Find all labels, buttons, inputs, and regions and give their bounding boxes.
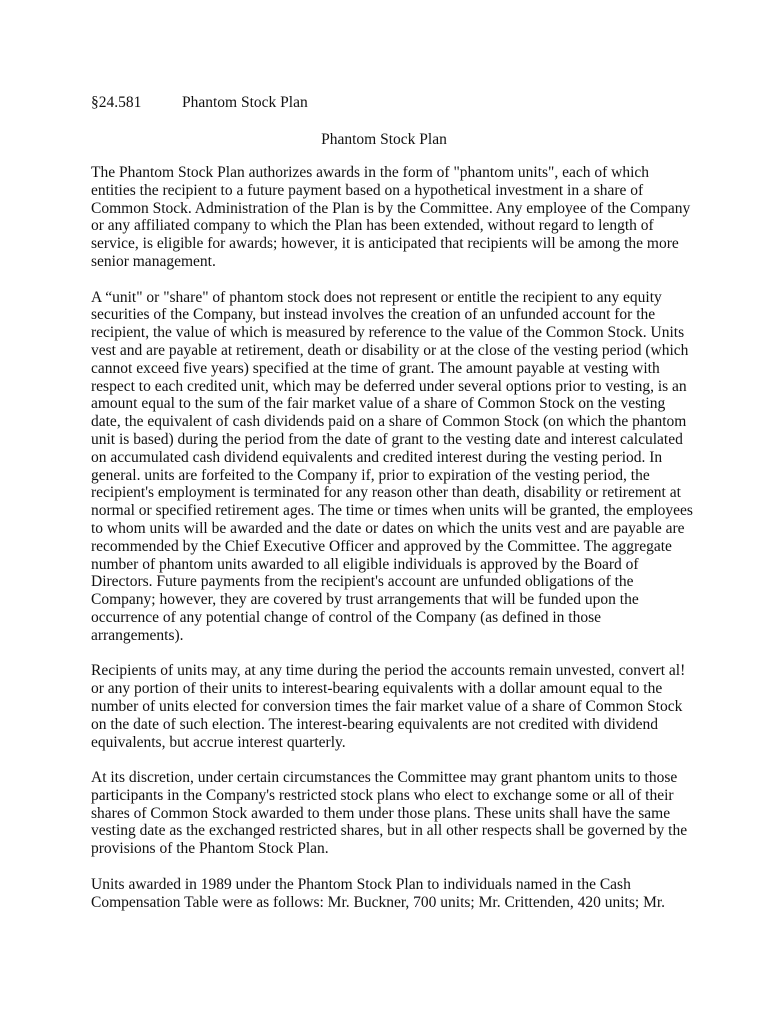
- paragraph-line: participants in the Company's restricted stock plans who elect to exchange some or all of their: [91, 786, 674, 804]
- paragraph-line: on accumulated cash dividend equivalents and credited interest during the vesting period. In: [91, 448, 663, 466]
- paragraph-line: or any affiliated company to which the Plan has been extended, without regard to length of: [91, 217, 654, 235]
- paragraph: [91, 769, 691, 858]
- paragraph-line: general. units are forfeited to the Company if, prior to expiration of the vesting period, the: [91, 466, 650, 484]
- section-header: [91, 93, 308, 112]
- section-number: §24.581: [91, 94, 142, 111]
- paragraph-line: Compensation Table were as follows: Mr. Buckner, 700 units; Mr. Crittenden, 420 units; Mr.: [91, 893, 666, 911]
- document-title-text: Phantom Stock Plan: [321, 131, 447, 148]
- paragraph-line: entities the recipient to a future payment based on a hypothetical investment in a share of: [91, 181, 644, 199]
- paragraph: [91, 164, 691, 271]
- paragraph-line: unit is based) during the period from the date of grant to the vesting date and interest calculated: [91, 430, 683, 448]
- paragraph-line: arrangements).: [91, 626, 184, 644]
- paragraph-line: on the date of such election. The interest-bearing equivalents are not credited with dividend: [91, 715, 658, 733]
- paragraph-line: A “unit" or "share" of phantom stock does not represent or entitle the recipient to any equity: [91, 288, 662, 306]
- paragraph-line: recipient, the value of which is measured by reference to the value of the Common Stock. Units: [91, 324, 685, 342]
- paragraph-line: Company; however, they are covered by trust arrangements that will be funded upon the: [91, 591, 639, 609]
- document-title: [0, 130, 770, 149]
- paragraph-line: respect to each credited unit, which may be deferred under several options prior to vesting, is an: [91, 377, 687, 395]
- paragraph-line: number of phantom units awarded to all eligible individuals is approved by the Board of: [91, 555, 639, 573]
- paragraph-line: shares of Common Stock awarded to them under those plans. These units shall have the same: [91, 804, 671, 822]
- paragraph-line: to whom units will be awarded and the date or dates on which the units vest and are payable are: [91, 519, 685, 537]
- paragraph-line: or any portion of their units to interest-bearing equivalents with a dollar amount equal to the: [91, 680, 663, 698]
- paragraph-line: provisions of the Phantom Stock Plan.: [91, 840, 329, 858]
- paragraph-line: equivalents, but accrue interest quarterly.: [91, 733, 346, 751]
- paragraph-line: vest and are payable at retirement, death or disability or at the close of the vesting period (which: [91, 341, 689, 359]
- paragraph-line: number of units elected for conversion times the fair market value of a share of Common Stock: [91, 697, 683, 715]
- paragraph-line: Common Stock. Administration of the Plan is by the Committee. Any employee of the Company: [91, 199, 691, 217]
- paragraph-line: vesting date as the exchanged restricted shares, but in all other respects shall be governed by the: [91, 822, 688, 840]
- paragraph-line: senior management.: [91, 252, 216, 270]
- paragraph: [91, 876, 691, 912]
- paragraph: [91, 289, 691, 645]
- section-title: Phantom Stock Plan: [182, 94, 308, 111]
- paragraph-line: cannot exceed five years) specified at the time of grant. The amount payable at vesting with: [91, 359, 660, 377]
- paragraph-line: recommended by the Chief Executive Officer and approved by the Committee. The aggregate: [91, 537, 672, 555]
- paragraph-line: At its discretion, under certain circumstances the Committee may grant phantom units to those: [91, 769, 678, 787]
- paragraph-line: Recipients of units may, at any time during the period the accounts remain unvested, convert al!: [91, 662, 686, 680]
- paragraph-line: date, the equivalent of cash dividends paid on a share of Common Stock (on which the phantom: [91, 413, 687, 431]
- paragraph-line: Units awarded in 1989 under the Phantom Stock Plan to individuals named in the Cash: [91, 875, 631, 893]
- paragraph-line: normal or specified retirement ages. The time or times when units will be granted, the employees: [91, 502, 693, 520]
- paragraph-line: service, is eligible for awards; however, it is anticipated that recipients will be among the more: [91, 235, 679, 253]
- paragraph-line: occurrence of any potential change of control of the Company (as defined in those: [91, 608, 602, 626]
- paragraph-line: securities of the Company, but instead involves the creation of an unfunded account for the: [91, 306, 656, 324]
- paragraph-line: The Phantom Stock Plan authorizes awards in the form of "phantom units", each of which: [91, 164, 650, 181]
- paragraph-line: amount equal to the sum of the fair market value of a share of Common Stock on the vesting: [91, 395, 666, 413]
- paragraph-line: Directors. Future payments from the recipient's account are unfunded obligations of the: [91, 573, 634, 591]
- paragraph-line: recipient's employment is terminated for any reason other than death, disability or retirement at: [91, 484, 681, 502]
- document-body: [91, 164, 691, 929]
- paragraph: [91, 662, 691, 751]
